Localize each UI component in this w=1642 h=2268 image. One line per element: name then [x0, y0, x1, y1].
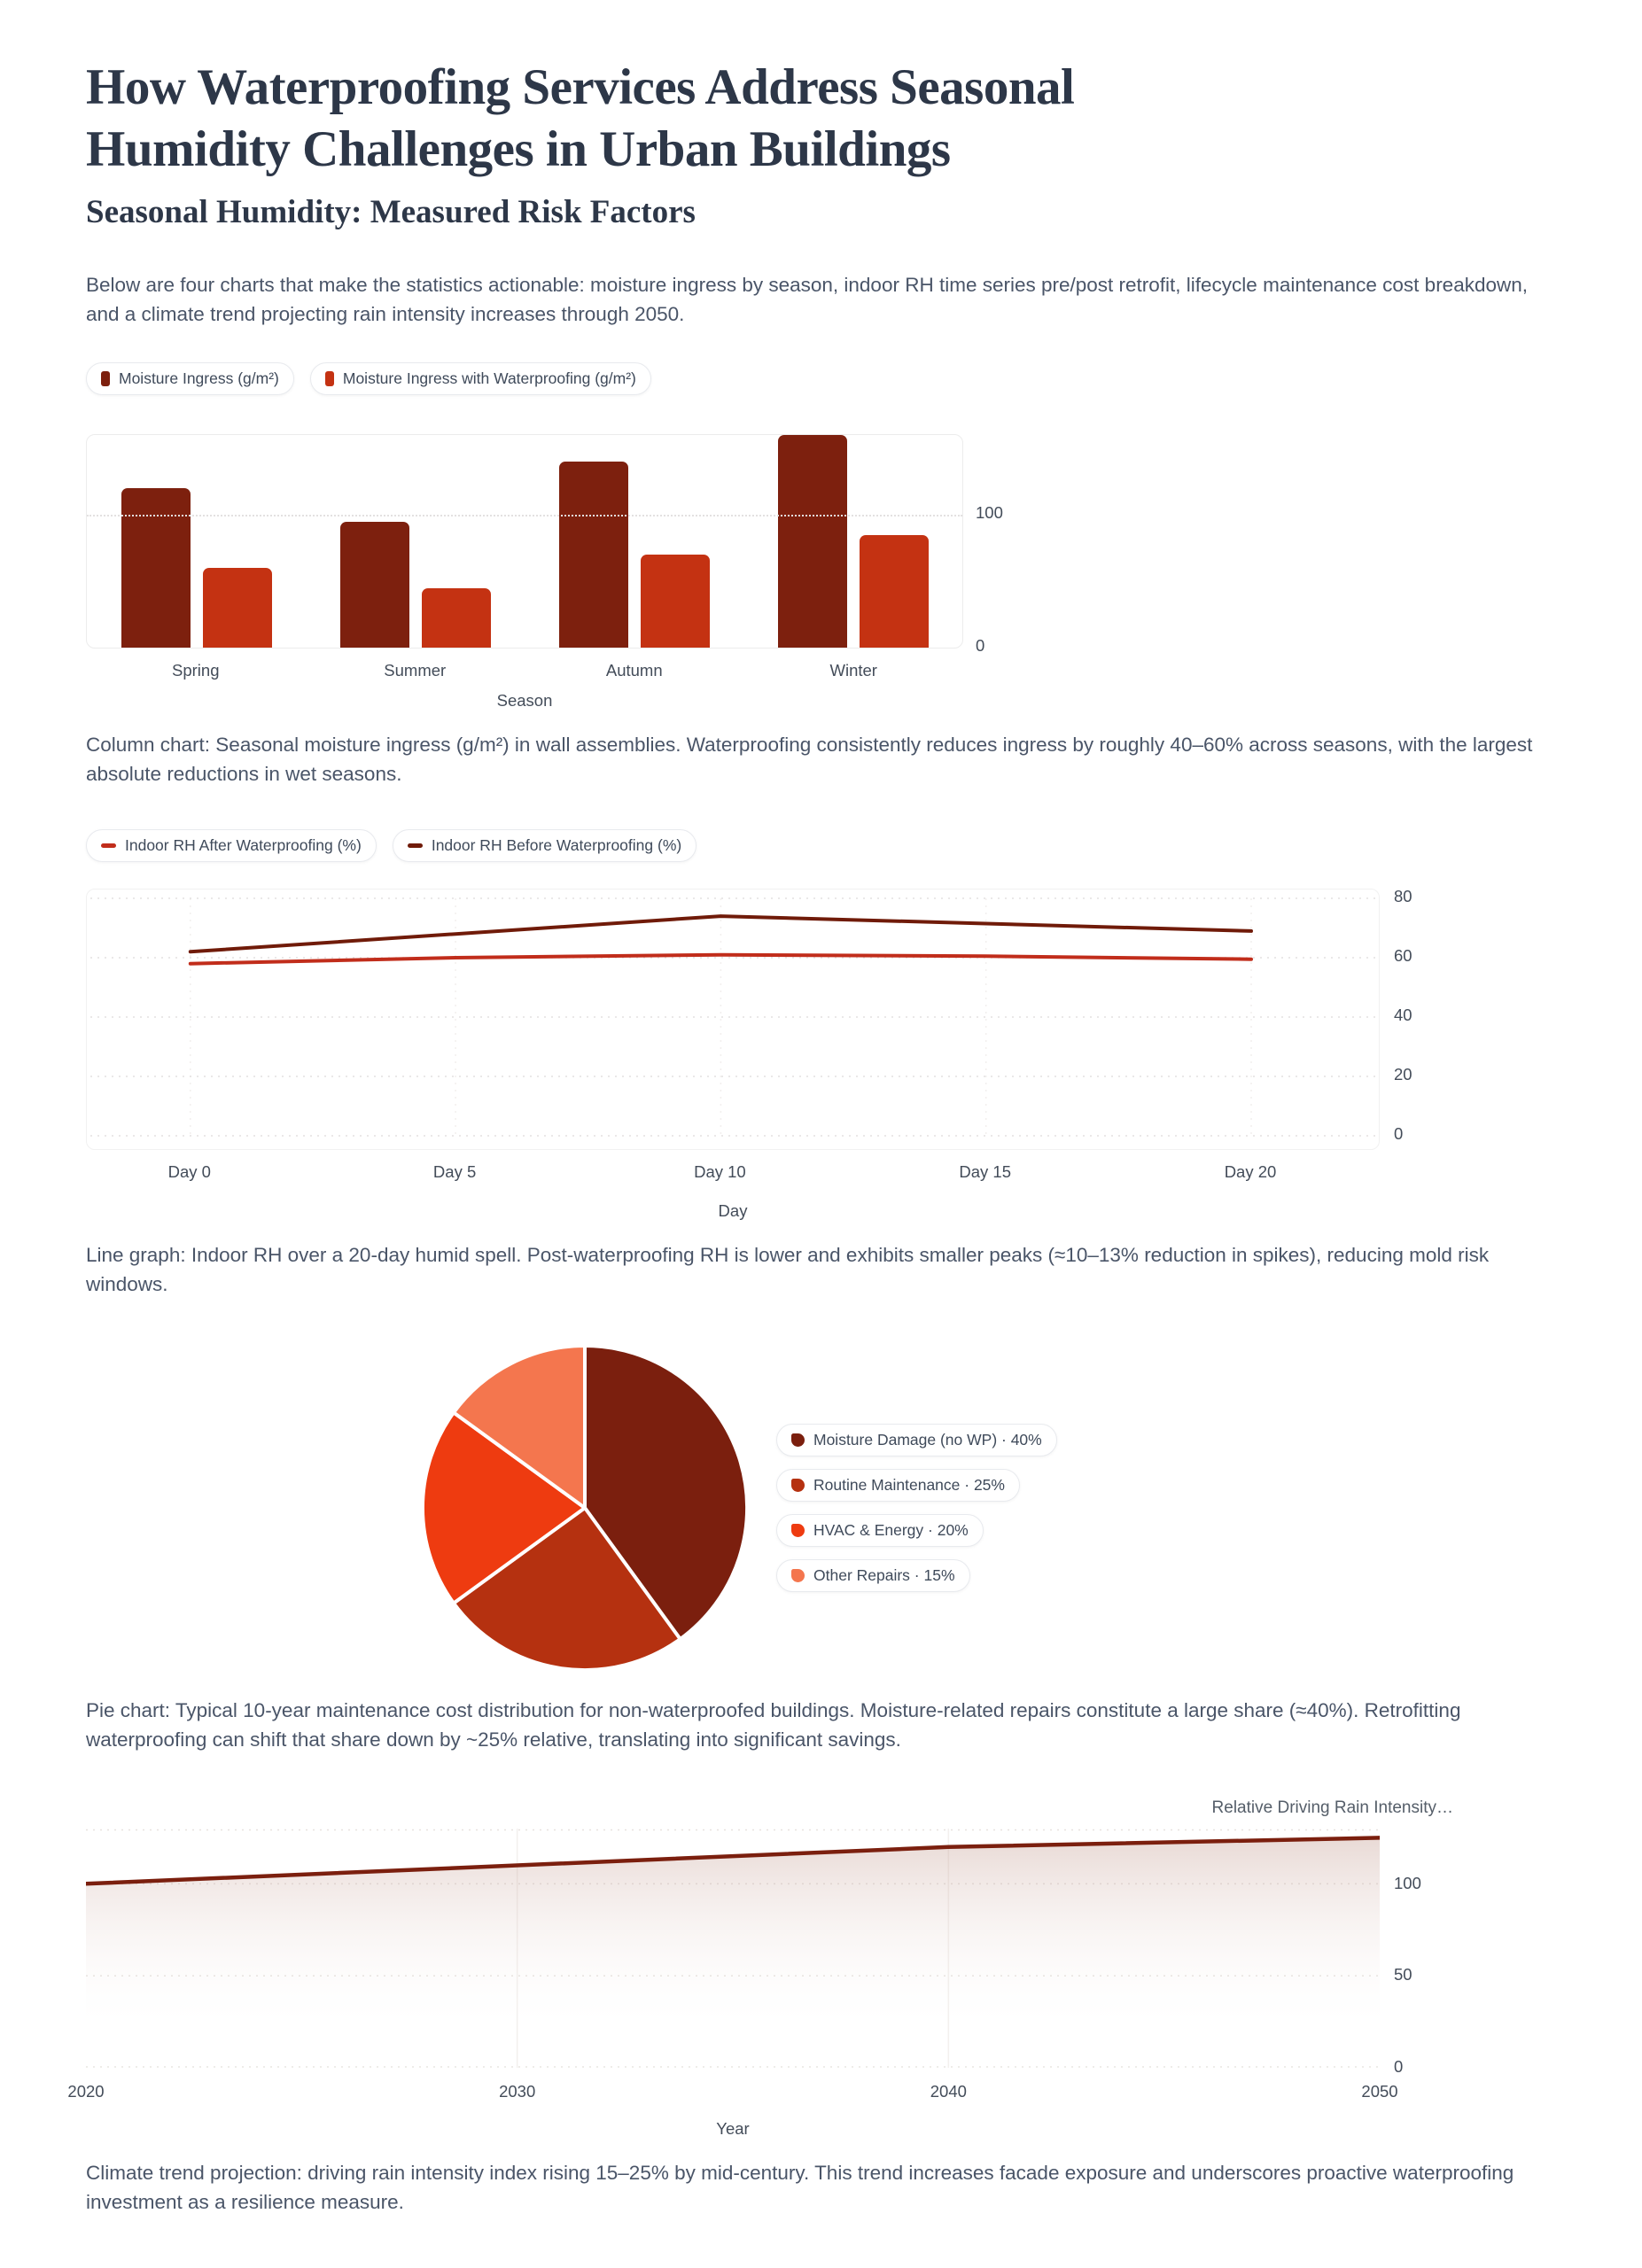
bar-ytick-100: 100	[976, 503, 1003, 523]
bar-xtick-spring: Spring	[172, 661, 220, 680]
pie-legend-chip-other-repairs[interactable]	[776, 1559, 970, 1592]
bar-chart-x-axis	[86, 661, 963, 680]
bar-group-winter	[743, 435, 962, 648]
pie-legend-chip-routine-maintenance[interactable]	[776, 1469, 1020, 1502]
line-series-swatch-icon	[408, 843, 423, 848]
pie-chart-legend	[776, 1424, 1057, 1592]
line-xtick-day-20: Day 20	[1224, 1162, 1277, 1182]
bar-group-spring	[87, 435, 306, 648]
line-chart-legend	[86, 829, 1584, 862]
area-ytick-100: 100	[1394, 1873, 1421, 1892]
pie-slice-swatch-icon	[791, 1433, 805, 1447]
area-chart-caption: Climate trend projection: driving rain intensity index rising 15–25% by mid-century. This trend increases facade exposure and underscores proactive waterproofing investment as a resilience measure.	[86, 2162, 1514, 2214]
bar-chart-legend	[86, 362, 1584, 395]
bar-summer-no-wp	[340, 522, 409, 649]
area-chart-x-axis	[67, 2082, 1398, 2105]
line-ytick-0: 0	[1394, 1124, 1404, 1144]
pie-slice-swatch-icon	[791, 1479, 805, 1492]
legend-label: Moisture Damage (no WP) · 40%	[813, 1431, 1042, 1449]
area-ytick-50: 50	[1394, 1965, 1412, 1984]
line-chart-svg	[87, 889, 1381, 1151]
bar-chart-caption: Column chart: Seasonal moisture ingress (g/m²) in wall assemblies. Waterproofing consistently reduces ingress by roughly 40–60% across seasons, with the largest absolute reductions in wet seasons.	[86, 734, 1533, 786]
area-chart-svg	[86, 1829, 1380, 2068]
bar-xtick-autumn: Autumn	[605, 661, 663, 680]
bar-autumn-with-wp	[641, 555, 710, 648]
bar-summer-with-wp	[422, 588, 491, 649]
legend-label: Moisture Ingress (g/m²)	[119, 369, 279, 388]
bar-chart-x-axis-title: Season	[496, 691, 553, 711]
line-ytick-60: 60	[1394, 946, 1412, 966]
line-ytick-40: 40	[1394, 1006, 1412, 1025]
intro-paragraph: Below are four charts that make the statistics actionable: moisture ingress by season, indoor RH time series pre/post retrofit, lifecycle maintenance cost breakdown, and a climate trend projecting rain intensity increases through 2050.	[86, 274, 1528, 326]
bar-autumn-no-wp	[559, 462, 628, 648]
area-xtick-2030: 2030	[499, 2082, 536, 2101]
legend-label: Indoor RH Before Waterproofing (%)	[431, 836, 682, 855]
bar-xtick-summer: Summer	[384, 661, 447, 680]
area-xtick-2050: 2050	[1361, 2082, 1398, 2101]
line-chart-x-axis-title: Day	[718, 1201, 748, 1221]
bar-group-summer	[306, 435, 525, 648]
pie-legend-chip-moisture-damage-no-wp[interactable]	[776, 1424, 1057, 1456]
line-chart-plot-area	[86, 889, 1380, 1150]
bar-ytick-0: 0	[976, 636, 985, 656]
line-ytick-20: 20	[1394, 1065, 1412, 1084]
area-chart	[67, 1829, 1468, 2139]
bar-winter-no-wp	[778, 435, 847, 648]
pie-chart	[416, 1340, 753, 1676]
area-chart-plot-area	[86, 1829, 1380, 2068]
bar-chart-plot-area	[86, 434, 963, 649]
line-xtick-day-15: Day 15	[959, 1162, 1011, 1182]
line-xtick-day-0: Day 0	[167, 1162, 211, 1182]
pie-chart-caption: Pie chart: Typical 10-year maintenance cost distribution for non-waterproofed buildings. Moisture-related repairs constitute a large share (≈40%). Retrofitting waterproofing can shift that share down by ~25% relative, translating into significant savings.	[86, 1699, 1461, 1751]
line-xtick-day-5: Day 5	[432, 1162, 477, 1182]
bar-series-swatch-icon	[325, 371, 334, 386]
pie-chart-section	[86, 1340, 1584, 1676]
line-series-swatch-icon	[101, 843, 116, 848]
legend-label: Other Repairs · 15%	[813, 1566, 955, 1585]
legend-chip-moisture-ingress-waterproofing[interactable]	[310, 362, 651, 395]
pie-legend-chip-hvac-energy[interactable]	[776, 1514, 984, 1547]
area-xtick-2020: 2020	[67, 2082, 105, 2101]
legend-chip-moisture-ingress[interactable]	[86, 362, 294, 395]
bar-group-autumn	[525, 435, 743, 648]
pie-slice-swatch-icon	[791, 1524, 805, 1537]
legend-label: Routine Maintenance · 25%	[813, 1476, 1005, 1495]
bar-xtick-winter: Winter	[829, 661, 877, 680]
legend-chip-rh-before[interactable]	[393, 829, 696, 862]
line-chart-caption: Line graph: Indoor RH over a 20-day humid spell. Post-waterproofing RH is lower and exhibits smaller peaks (≈10–13% reduction in spikes), reducing mold risk windows.	[86, 1244, 1490, 1296]
area-ytick-0: 0	[1394, 2057, 1404, 2077]
bar-winter-with-wp	[860, 535, 929, 649]
legend-label: HVAC & Energy · 20%	[813, 1521, 969, 1540]
line-ytick-80: 80	[1394, 887, 1412, 906]
section-subtitle: Seasonal Humidity: Measured Risk Factors	[86, 194, 696, 231]
page-title: How Waterproofing Services Address Seasonal Humidity Challenges in Urban Buildings	[86, 59, 1075, 178]
legend-chip-rh-after[interactable]	[86, 829, 377, 862]
bar-series-swatch-icon	[101, 371, 110, 386]
pie-slice-swatch-icon	[791, 1569, 805, 1582]
bar-spring-no-wp	[121, 488, 191, 648]
area-xtick-2040: 2040	[930, 2082, 967, 2101]
legend-label: Moisture Ingress with Waterproofing (g/m²)	[342, 369, 636, 388]
bar-chart	[86, 434, 1061, 711]
line-chart-x-axis	[86, 1162, 1380, 1185]
legend-label: Indoor RH After Waterproofing (%)	[125, 836, 362, 855]
bar-spring-with-wp	[203, 568, 272, 648]
bar-chart-bars	[87, 435, 962, 648]
line-xtick-day-10: Day 10	[694, 1162, 746, 1182]
area-chart-title: Relative Driving Rain Intensity…	[1211, 1798, 1453, 1818]
line-chart	[86, 889, 1468, 1221]
area-chart-x-axis-title: Year	[716, 2119, 750, 2139]
bar-gridline-100	[87, 515, 962, 517]
